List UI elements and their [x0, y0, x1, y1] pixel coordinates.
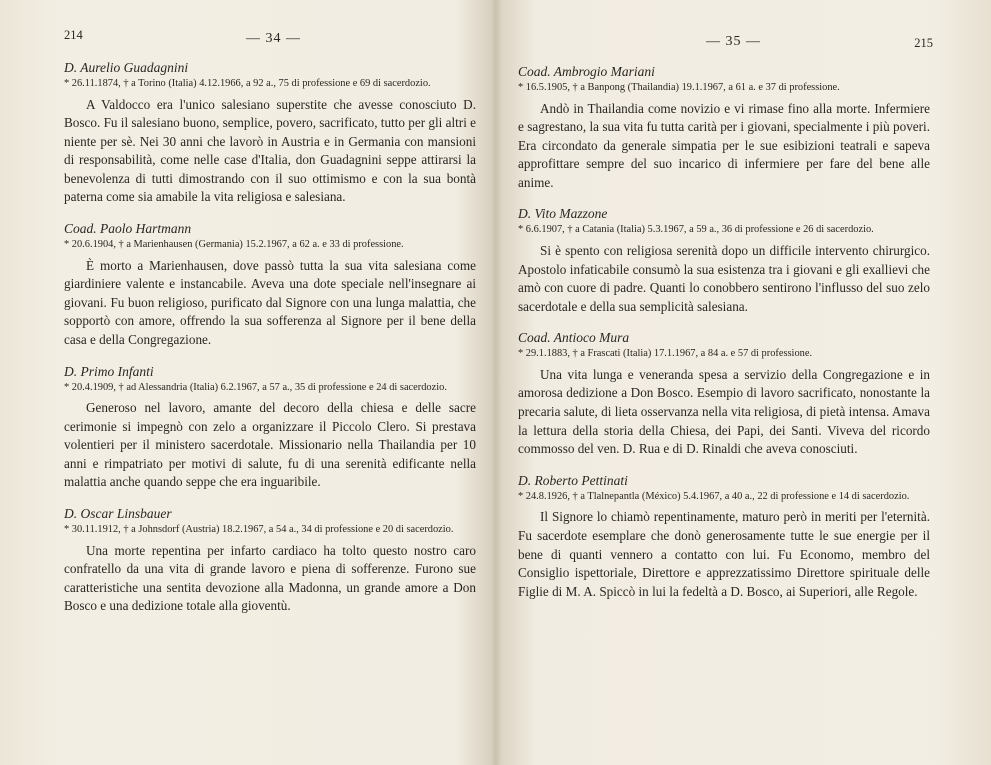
- obituary-entry: [64, 506, 476, 616]
- entry-dates: * 20.6.1904, † a Marienhausen (Germania) 15.2.1967, a 62 a. e 33 di professione.: [64, 239, 404, 251]
- entry-dates: * 26.11.1874, † a Torino (Italia) 4.12.1966, a 92 a., 75 di professione e 69 di sacerdozio.: [64, 78, 431, 89]
- obituary-entry: [518, 473, 930, 601]
- right-page: [496, 0, 991, 765]
- entry-text: Una morte repentina per infarto cardiaco ha tolto questo nostro caro confratello da una vita di grande lavoro e piena di sofferenze. Furono sue caratteristiche una sentita devozione alla Madonna, un grande amore a Don Bosco e una dedizione totale alla gioventù.: [64, 542, 476, 614]
- obituary-entry: [64, 221, 476, 349]
- entry-name: D. Oscar Linsbauer: [64, 506, 172, 521]
- entry-text: A Valdocco era l'unico salesiano superstite che avesse conosciuto D. Bosco. Fu il salesiano buono, semplice, povero, sacrificato, tutto per gli altri e niente per sè. Nei 30 anni che lavorò in Austria e in Germania con mansioni di responsabilità, come nelle case d'Italia, don Guadagnini seppe attirarsi la benevolenza di tutti dimostrando con il suo ottimismo e con la sua bontà paterna come sia amabile la vita religiosa e salesiana.: [64, 96, 477, 205]
- obituary-entry: [64, 60, 476, 207]
- left-page: [0, 0, 495, 765]
- entry-text: Generoso nel lavoro, amante del decoro della chiesa e delle sacre cerimonie si impegnò con zelo a organizzare il Piccolo Clero. Si prestava volentieri per il ministero sacerdotale. Missionario nella Thailandia per 10 anni e rimpatriato per motivi di salute, fu di una serenità edificante nella malattia anche quando seppe che era inguaribile.: [64, 400, 476, 490]
- entry-text: È morto a Marienhausen, dove passò tutta la sua vita salesiana come giardiniere valente e instancabile. Aveva una dote speciale nell'insegnare ai giovani. Fu buon religioso, purificato dal Signore con una lunga malattia, che sopportò con amore, offrendo la sua sofferenza al Signore per il bene della casa e della Congregazione.: [64, 257, 476, 347]
- entry-name: D. Primo Infanti: [64, 363, 154, 379]
- entry-dates: * 20.4.1909, † ad Alessandria (Italia) 6.2.1967, a 57 a., 35 di professione e 24 di sacerdozio.: [64, 381, 447, 393]
- obituary-entry: [518, 64, 930, 192]
- obituary-entry: [518, 330, 930, 458]
- page-number: 215: [914, 36, 933, 50]
- entry-name: D. Roberto Pettinati: [518, 472, 628, 488]
- entry-name: Coad. Paolo Hartmann: [64, 221, 192, 237]
- entry-text: Il Signore lo chiamò repentinamente, maturo però in meriti per l'eternità. Fu sacerdote esemplare che donò generosamente tutte le sue energie per il bene di quanti vennero a contatto con lui. Fu Economo, membro del Consiglio ispettoriale, Direttore e apprezzatissimo Direttore spirituale delle Figlie di M. A. Spiccò in lui la fedeltà a D. Bosco, ai Superiori, alle Regole.: [518, 509, 930, 599]
- entry-name: D. Vito Mazzone: [518, 206, 608, 222]
- page-label: — 34 —: [246, 31, 301, 46]
- entry-dates: * 16.5.1905, † a Banpong (Thailandia) 19.1.1967, a 61 a. e 37 di professione.: [518, 82, 840, 93]
- entry-text: Andò in Thailandia come novizio e vi rimase fino alla morte. Infermiere e sagrestano, la sua vita fu tutta carità per i giovani, specialmente i più poveri. Era circondato da generale simpatia per le sue esibizioni teatrali e sapeva approfittare sempre del suo incarico di infermiere per fare del bene alle anime.: [518, 100, 930, 190]
- entry-name: D. Aurelio Guadagnini: [64, 60, 189, 75]
- obituary-entry: [64, 364, 476, 492]
- entry-dates: * 30.11.1912, † a Johnsdorf (Austria) 18.2.1967, a 54 a., 34 di professione e 20 di sacerdozio.: [64, 524, 454, 535]
- obituary-entry: [518, 206, 930, 316]
- page-label: — 35 —: [706, 34, 761, 49]
- page-content: [64, 60, 476, 630]
- entry-name: Coad. Ambrogio Mariani: [518, 64, 655, 79]
- page-content: [518, 64, 930, 615]
- entry-text: Si è spento con religiosa serenità dopo un difficile intervento chirurgico. Apostolo infaticabile consumò la sua esistenza tra i giovani e gli exallievi che amò con cuore di padre. Quanti lo conobbero sentirono l'influsso del suo zelo sacerdotale e della sua semplicità salesiana.: [518, 242, 930, 314]
- entry-name: Coad. Antioco Mura: [518, 330, 630, 346]
- entry-dates: * 24.8.1926, † a Tlalnepantla (México) 5.4.1967, a 40 a., 22 di professione e 14 di sacerdozio.: [518, 490, 910, 502]
- entry-dates: * 6.6.1907, † a Catania (Italia) 5.3.1967, a 59 a., 36 di professione e 26 di sacerdozio.: [518, 224, 874, 236]
- page-number: 214: [64, 28, 83, 42]
- entry-dates: * 29.1.1883, † a Frascati (Italia) 17.1.1967, a 84 a. e 57 di professione.: [518, 348, 813, 360]
- entry-text: Una vita lunga e veneranda spesa a servizio della Congregazione e in amorosa dedizione a Don Bosco. Esempio di lavoro sacrificato, nonostante la precaria salute, di lieta osservanza nella vita religiosa, di pietà intensa. Amava la lettura della storia della Chiesa, dei Papi, dei Santi. Viveva del ricordo commosso del ven. D. Rua e di D. Rinaldi che aveva conosciuti.: [518, 366, 930, 457]
